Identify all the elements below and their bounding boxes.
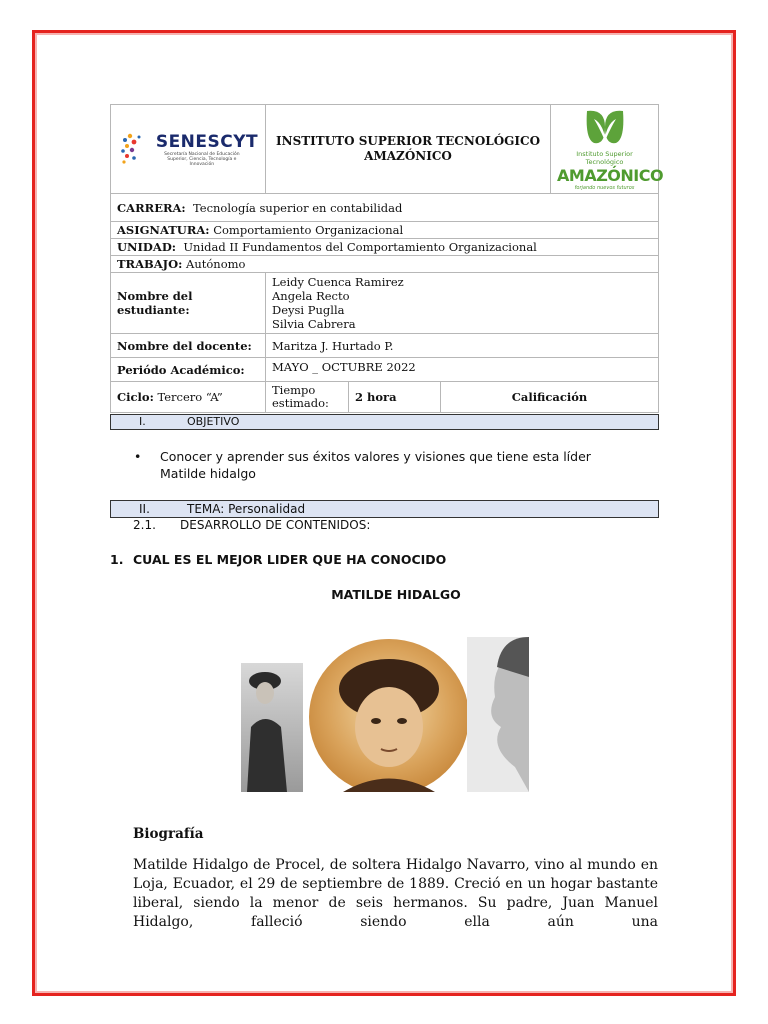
senescyt-name: SENESCYT	[155, 131, 259, 152]
asignatura-row	[111, 222, 659, 239]
asignatura-value: Comportamiento Organizacional	[213, 223, 404, 237]
biografia-text: Matilde Hidalgo de Procel, de soltera Hidalgo Navarro, vino al mundo en Loja, Ecuador, el 29 de septiembre de 1889. Creció en un hogar bastante liberal, siendo la menor de seis hermanos. Su padre, Juan Manuel Hidalgo, falleció siendo ella aún una	[133, 857, 658, 930]
leader-name-heading: MATILDE HIDALGO	[331, 587, 461, 602]
senescyt-logo	[117, 131, 259, 167]
biografia-title: Biografía	[133, 826, 204, 842]
estudiante-name: Silvia Cabrera	[272, 317, 356, 331]
estudiante-name: Deysi Puglla	[272, 303, 345, 317]
ciclo-value: Tercero “A”	[157, 390, 223, 404]
estudiante-name: Leidy Cuenca Ramirez	[272, 275, 404, 289]
senescyt-logo-cell	[111, 105, 266, 194]
leaf-emblem-icon	[582, 107, 628, 147]
docente-value: Maritza J. Hurtado P.	[266, 334, 659, 358]
ciclo-cell	[111, 382, 266, 413]
section-number: II.	[139, 502, 150, 516]
trabajo-label: TRABAJO:	[117, 257, 183, 271]
senescyt-emblem-icon	[118, 131, 152, 167]
objetivo-bullet	[134, 448, 634, 482]
tema-section-bar	[110, 500, 659, 518]
profile-photo	[467, 637, 529, 792]
section-title: TEMA: Personalidad	[187, 502, 306, 516]
portrait-photo	[309, 639, 469, 792]
docente-label: Nombre del docente:	[111, 334, 266, 358]
trabajo-row	[111, 256, 659, 273]
header-table	[110, 104, 664, 413]
periodo-label: Periódo Académico:	[111, 358, 266, 382]
subsection-number: 2.1.	[133, 518, 156, 532]
objetivo-text: Conocer y aprender sus éxitos valores y visiones que tiene esta líder Matilde hidalgo	[160, 449, 591, 481]
question-number: 1.	[110, 552, 124, 567]
carrera-label: CARRERA:	[117, 200, 186, 215]
trabajo-value: Autónomo	[186, 257, 246, 271]
senescyt-subtitle: Secretaría Nacional de Educación Superior, Ciencia, Tecnología e Innovación	[164, 151, 240, 167]
estudiantes-list	[266, 273, 659, 334]
section-number: I.	[139, 415, 146, 428]
periodo-value: MAYO _ OCTUBRE 2022	[266, 358, 659, 382]
carrera-row	[111, 194, 659, 222]
estudiante-label: Nombre del estudiante:	[111, 273, 266, 334]
amazonico-tagline: forjando nuevos futuros	[574, 185, 635, 191]
amazonico-name: AMAZÓNICO	[557, 166, 664, 185]
asignatura-label: ASIGNATURA:	[117, 223, 210, 237]
tiempo-label: Tiempo estimado:	[266, 382, 349, 413]
estudiante-name: Angela Recto	[272, 289, 350, 303]
desarrollo-heading	[133, 518, 370, 532]
unidad-row	[111, 239, 659, 256]
amazonico-institute: Instituto Superior Tecnológico	[576, 150, 633, 166]
section-title: OBJETIVO	[187, 415, 240, 428]
subsection-title: DESARROLLO DE CONTENIDOS:	[180, 518, 371, 532]
standing-woman-photo	[241, 663, 303, 792]
amazonico-logo	[557, 107, 664, 191]
calificacion-label: Calificación	[441, 382, 659, 413]
unidad-label: UNIDAD:	[117, 240, 177, 254]
carrera-value: Tecnología superior en contabilidad	[193, 200, 403, 215]
question-heading	[110, 552, 446, 567]
bullet-dot-icon: •	[134, 449, 142, 464]
institute-title: INSTITUTO SUPERIOR TECNOLÓGICO AMAZÓNICO	[266, 105, 551, 194]
unidad-value: Unidad II Fundamentos del Comportamiento Organizacional	[183, 240, 537, 254]
matilde-hidalgo-photo-collage	[239, 637, 529, 792]
tiempo-value: 2 hora	[349, 382, 441, 413]
ciclo-label: Ciclo:	[117, 390, 154, 404]
amazonico-logo-cell	[551, 105, 664, 194]
objetivo-section-bar	[110, 414, 659, 430]
question-title: CUAL ES EL MEJOR LIDER QUE HA CONOCIDO	[133, 552, 447, 567]
